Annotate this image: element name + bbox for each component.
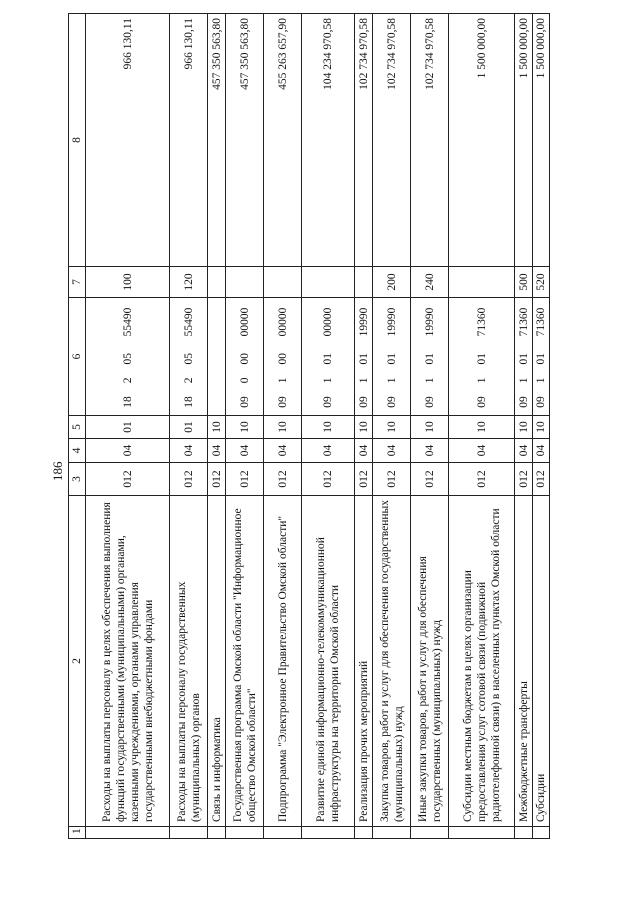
target-code-part: 01 [475,352,488,365]
table-row [449,14,515,839]
column-header-2: 2 [69,496,86,827]
cell-col3: 012 [355,463,373,496]
cell-col3: 012 [170,463,208,496]
cell-col7: 240 [411,267,449,298]
target-code-part: 19990 [385,307,398,337]
target-code-part: 05 [182,352,195,365]
target-code-part: 05 [121,352,134,365]
target-code-part: 2 [121,377,134,384]
cell-col5: 10 [411,416,449,439]
header-row [69,14,86,839]
target-code-part: 00 [238,352,251,365]
cell-col1 [302,827,355,839]
target-code-part: 01 [535,352,547,365]
cell-col5: 10 [449,416,515,439]
amount-cell: 102 734 970,58 [355,14,373,267]
rotated-page [40,0,640,905]
cell-col4: 04 [515,439,533,463]
cell-col6 [208,298,226,416]
row-name: Межбюджетные трансферты [515,496,533,827]
cell-col5: 01 [86,416,170,439]
target-code-part: 09 [423,396,436,408]
target-code-part: 09 [535,396,547,408]
cell-col4: 04 [302,439,355,463]
row-name: Связь и информатика [208,496,226,827]
cell-col5: 10 [226,416,264,439]
cell-col6 [411,298,449,416]
amount-cell: 457 350 563,80 [226,14,264,267]
cell-col4: 04 [355,439,373,463]
row-name: Государственная программа Омской области "Информационное общество Омской области" [226,496,264,827]
cell-col7 [449,267,515,298]
cell-col3: 012 [411,463,449,496]
cell-col3: 012 [449,463,515,496]
target-code-part: 0 [238,377,251,384]
cell-col7 [208,267,226,298]
table-row [411,14,449,839]
column-header-1: 1 [69,827,86,839]
table-row [302,14,355,839]
cell-col4: 04 [411,439,449,463]
amount-cell: 1 500 000,00 [515,14,533,267]
target-code-part: 71360 [475,307,488,337]
target-code-part: 00000 [238,307,251,337]
cell-col7: 520 [533,267,550,298]
target-code-part: 09 [385,396,398,408]
amount-cell: 455 263 657,90 [264,14,302,267]
table-row [86,14,170,839]
amount-cell: 102 734 970,58 [373,14,411,267]
row-name: Расходы на выплаты персоналу в целях обеспечения выполнения функций государственными (муниципальными) органами, казенными учреждениями, органами управления государственными внебюджетными фондами [86,496,170,827]
target-code-part: 19990 [423,307,436,337]
amount-cell: 1 500 000,00 [533,14,550,267]
cell-col1 [355,827,373,839]
row-name: Развитие единой информационно-телекоммуникационной инфраструктуры на территории Омской области [302,496,355,827]
cell-col3: 012 [373,463,411,496]
cell-col6 [515,298,533,416]
target-code-part: 09 [517,396,530,408]
table-row [208,14,226,839]
cell-col6 [373,298,411,416]
table-row [533,14,550,839]
cell-col6 [170,298,208,416]
table-row [226,14,264,839]
target-code-part: 00000 [276,307,289,337]
target-code-part: 18 [121,396,134,408]
cell-col7 [355,267,373,298]
cell-col4: 04 [170,439,208,463]
cell-col3: 012 [515,463,533,496]
target-code-part: 1 [322,377,334,384]
cell-col5: 10 [373,416,411,439]
row-name: Расходы на выплаты персоналу государственных (муниципальных) органов [170,496,208,827]
row-name: Реализация прочих мероприятий [355,496,373,827]
cell-col4: 04 [226,439,264,463]
amount-cell: 966 130,11 [170,14,208,267]
cell-col1 [373,827,411,839]
target-code-part: 09 [322,396,334,408]
table-body [86,14,550,839]
cell-col7: 100 [86,267,170,298]
cell-col1 [515,827,533,839]
cell-col6 [449,298,515,416]
cell-col4: 04 [449,439,515,463]
cell-col1 [264,827,302,839]
cell-col4: 04 [264,439,302,463]
cell-col3: 012 [302,463,355,496]
target-code-part: 01 [357,352,370,365]
table-row [170,14,208,839]
cell-col6 [264,298,302,416]
budget-table [68,13,550,839]
cell-col7: 200 [373,267,411,298]
cell-col1 [226,827,264,839]
cell-col1 [449,827,515,839]
cell-col1 [533,827,550,839]
target-code-part: 09 [475,396,488,408]
table-row [355,14,373,839]
cell-col6 [302,298,355,416]
amount-cell: 966 130,11 [86,14,170,267]
cell-col5: 10 [533,416,550,439]
target-code-part: 01 [385,352,398,365]
target-code-part: 55490 [121,307,134,337]
row-name: Субсидии [533,496,550,827]
cell-col6 [355,298,373,416]
target-code-part: 09 [357,396,370,408]
column-header-5: 5 [69,416,86,439]
cell-col4: 04 [208,439,226,463]
cell-col3: 012 [264,463,302,496]
target-code-part: 2 [182,377,195,384]
target-code-part: 00000 [322,307,334,337]
cell-col3: 012 [208,463,226,496]
cell-col4: 04 [373,439,411,463]
column-header-8: 8 [69,14,86,267]
cell-col3: 012 [86,463,170,496]
cell-col1 [170,827,208,839]
target-code-part: 19990 [357,307,370,337]
target-code-part: 18 [182,396,195,408]
amount-cell: 104 234 970,58 [302,14,355,267]
cell-col5: 10 [264,416,302,439]
target-code-part: 1 [276,377,289,384]
target-code-part: 1 [517,377,530,384]
cell-col3: 012 [226,463,264,496]
cell-col5: 10 [355,416,373,439]
row-name: Субсидии местным бюджетам в целях организации предоставления услуг сотовой связи (подвижной радиотелефонной связи) в населенных пунктах Омской области [449,496,515,827]
cell-col7 [302,267,355,298]
cell-col1 [411,827,449,839]
target-code-part: 55490 [182,307,195,337]
target-code-part: 71360 [517,307,530,337]
target-code-part: 00 [276,352,289,365]
target-code-part: 71360 [535,307,547,337]
cell-col6 [226,298,264,416]
cell-col4: 04 [86,439,170,463]
cell-col5: 10 [515,416,533,439]
cell-col7 [264,267,302,298]
page-number: 186 [50,461,65,481]
cell-col6 [533,298,550,416]
target-code-part: 09 [238,396,251,408]
table-row [373,14,411,839]
target-code-part: 1 [535,377,547,384]
target-code-part: 01 [423,352,436,365]
target-code-part: 1 [423,377,436,384]
row-name: Подпрограмма "Электронное Правительство Омской области" [264,496,302,827]
column-header-7: 7 [69,267,86,298]
amount-cell: 457 350 563,80 [208,14,226,267]
column-header-6: 6 [69,298,86,416]
cell-col7: 120 [170,267,208,298]
table-row [264,14,302,839]
cell-col3: 012 [533,463,550,496]
cell-col5: 01 [170,416,208,439]
cell-col7 [226,267,264,298]
cell-col1 [86,827,170,839]
row-name: Закупка товаров, работ и услуг для обеспечения государственных (муниципальных) нужд [373,496,411,827]
cell-col5: 10 [302,416,355,439]
target-code-part: 1 [357,377,370,384]
table-row [515,14,533,839]
cell-col6 [86,298,170,416]
target-code-part: 1 [385,377,398,384]
amount-cell: 102 734 970,58 [411,14,449,267]
target-code-part: 09 [276,396,289,408]
target-code-part: 01 [517,352,530,365]
cell-col1 [208,827,226,839]
cell-col4: 04 [533,439,550,463]
column-header-4: 4 [69,439,86,463]
cell-col5: 10 [208,416,226,439]
row-name: Иные закупки товаров, работ и услуг для обеспечения государственных (муниципальных) нужд [411,496,449,827]
amount-cell: 1 500 000,00 [449,14,515,267]
target-code-part: 1 [475,377,488,384]
cell-col7: 500 [515,267,533,298]
column-header-3: 3 [69,463,86,496]
target-code-part: 01 [322,352,334,365]
